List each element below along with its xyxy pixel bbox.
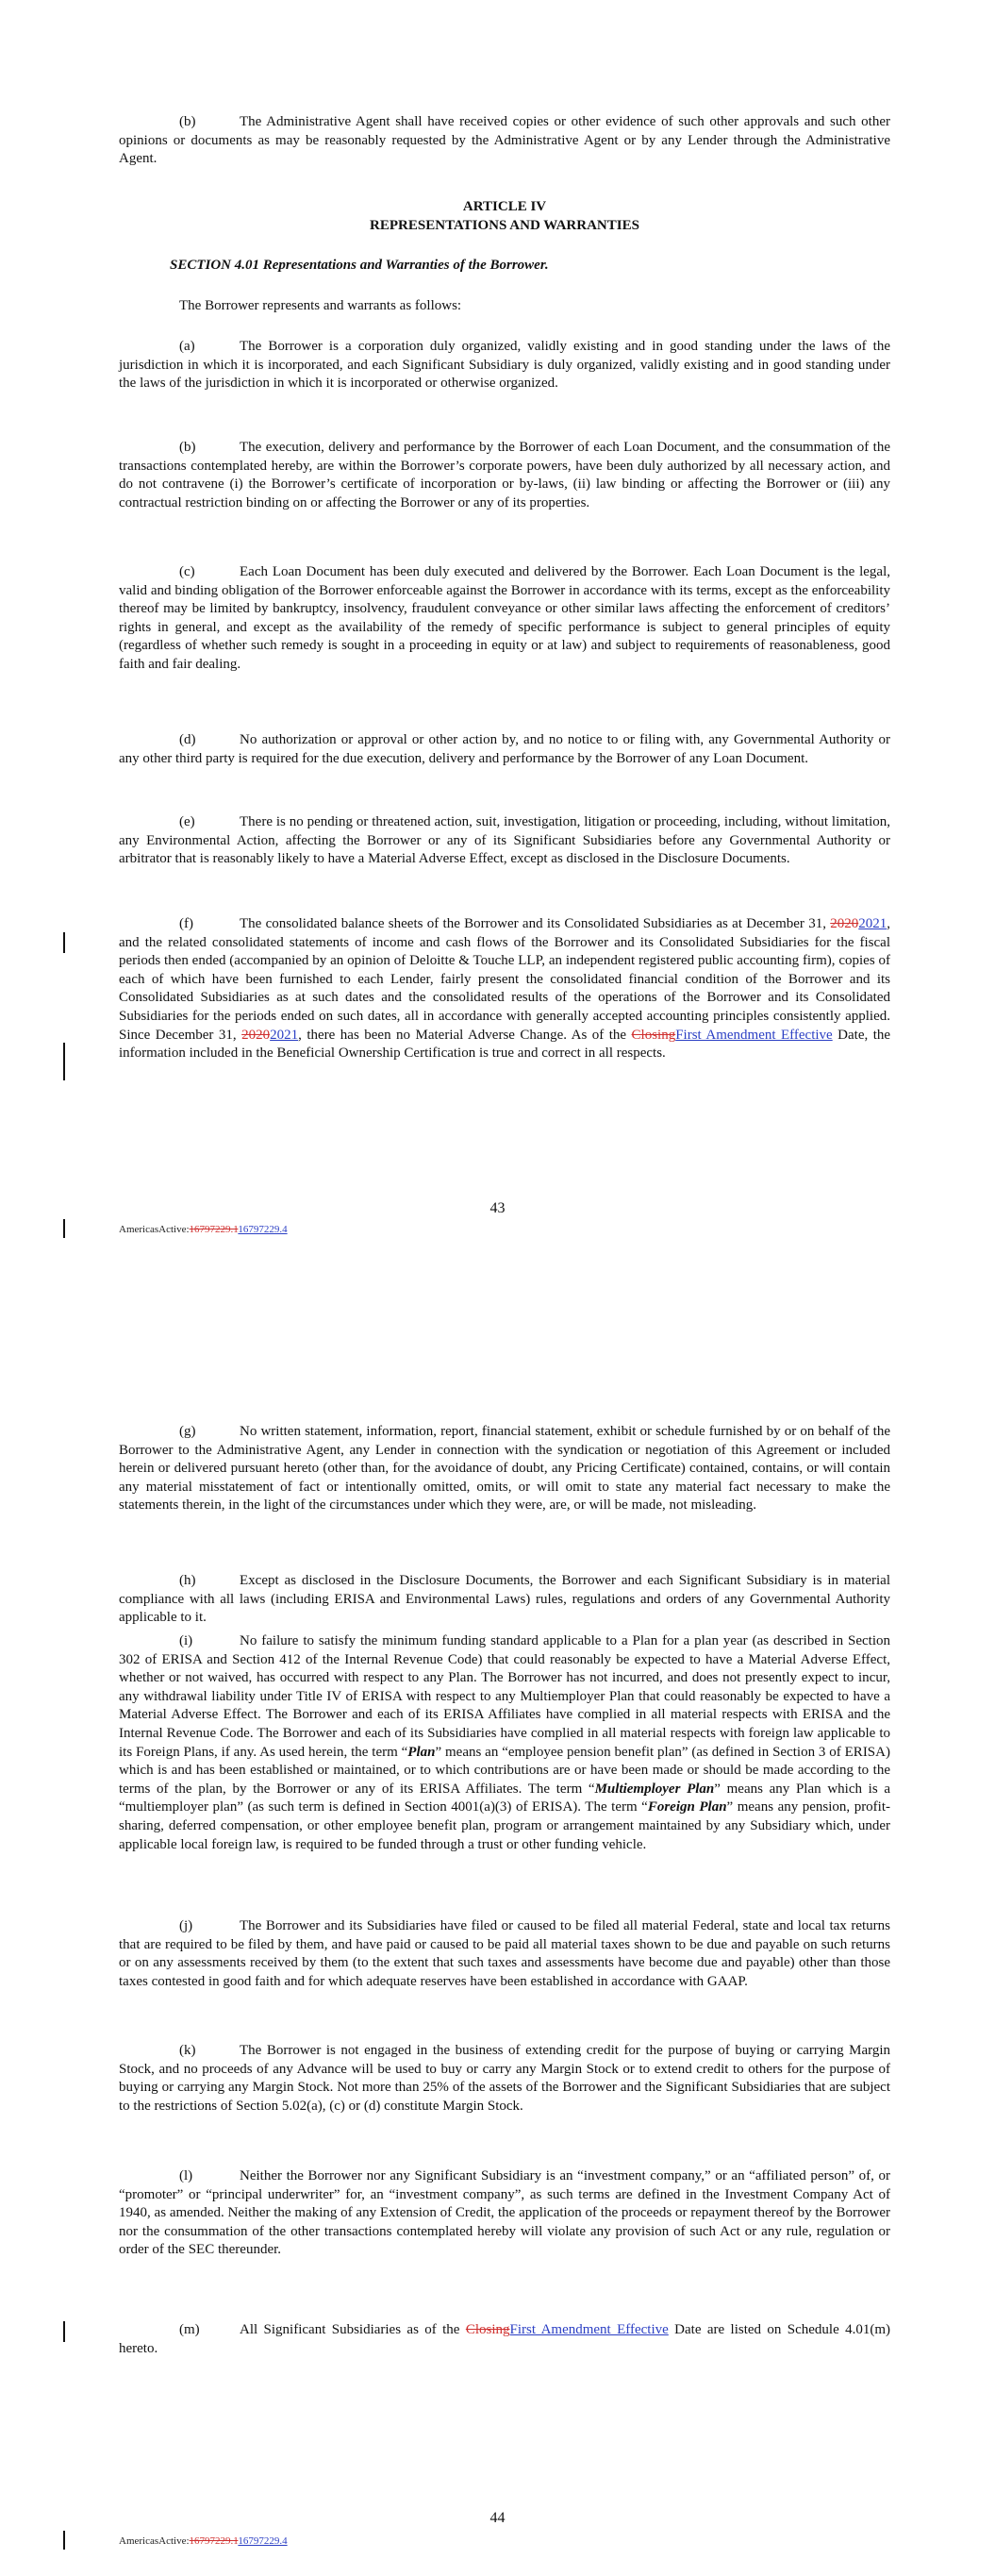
deleted-text: Closing [465, 2322, 510, 2337]
clause-text: No authorization or approval or other action by, and no notice to or filing with, any Governmental Authority or any other third party is required for the due execution, delivery and performance by the Borrower of any Loan Document. [119, 732, 890, 766]
clause-text: The execution, delivery and performance by the Borrower of each Loan Document, and the consummation of the transactions contemplated hereby, are within the Borrower’s corporate powers, have been duly authorized by all necessary action, and do not contravene (i) the Borrower’s certificate of incorporation or by-laws, (ii) law binding or affecting the Borrower or (iii) any contractual restriction binding on or affecting the Borrower or any of its properties. [119, 440, 890, 510]
clause-label: (b) [179, 440, 196, 455]
clause-text: The consolidated balance sheets of the Borrower and its Consolidated Subsidiaries as at December 31, [240, 916, 831, 931]
intro-text: The Borrower represents and warrants as follows: [179, 298, 462, 313]
deleted-text: 16797229.1 [189, 2535, 239, 2547]
defined-term: Multiemployer Plan [594, 1781, 715, 1797]
change-bar [63, 1043, 65, 1080]
clause-text: No written statement, information, report, financial statement, exhibit or schedule furnished by or on behalf of the Borrower to the Administrative Agent, any Lender in connection with the syndication or negotiation of this Agreement or included herein or delivered pursuant hereto (other than, for the avoidance of doubt, any Pricing Certificate) contained, contains, or will contain any material misstatement of fact or intentionally omitted, omits, or will omit to state any material fact necessary to make the statements therein, in the light of the circumstances under which they were, are, or will be made, not misleading. [119, 1424, 890, 1514]
clause-l [119, 2167, 890, 2260]
clause-j [119, 1917, 890, 1991]
clause-d [119, 731, 890, 768]
clause-label: (a) [179, 339, 195, 354]
clause-m [119, 2321, 890, 2358]
clause-text: Date are listed on Schedule 4.01(m) hereto. [119, 2322, 891, 2356]
clause-k [119, 2042, 890, 2116]
deleted-text: 2020 [830, 916, 859, 931]
clause-a [119, 338, 890, 393]
clause-text: , there has been no Material Adverse Change. As of the [298, 1027, 632, 1043]
inserted-text: First Amendment Effective [675, 1027, 833, 1043]
clause-text: Date, the information included in the Beneficial Ownership Certification is true and correct in all respects. [119, 1027, 891, 1062]
document-page-43 [0, 0, 995, 1283]
inserted-text: 16797229.4 [238, 2535, 288, 2547]
clause-f [119, 915, 890, 1063]
clause-b-approvals [119, 113, 890, 169]
deleted-text: 2020 [241, 1027, 271, 1043]
clause-text: No failure to satisfy the minimum funding standard applicable to a Plan for a plan year (as described in Section 302 of ERISA and Section 412 of the Internal Revenue Code) that could reasonably be expected to have a Material Adverse Effect, whether or not waived, has occurred with respect to any Plan. The Borrower has not incurred, and does not presently expect to incur, any withdrawal liability under Title IV of ERISA with respect to any Multiemployer Plan that could reasonably be expected to have a Material Adverse Effect. The Borrower and each of its ERISA Affiliates have complied in all material respects with ERISA and the Internal Revenue Code. The Borrower and each of its Subsidiaries have complied in all material respects with foreign law applicable to its Foreign Plans, if any. As used herein, the term “ [119, 1633, 890, 1760]
article-subtitle: REPRESENTATIONS AND WARRANTIES [370, 218, 639, 233]
clause-text: ” means any pension, profit-sharing, deferred compensation, or other employee benefit plan, program or arrangement maintained by any Subsidiary which, under applicable local foreign law, is required to be funded through a trust or other funding vehicle. [119, 1799, 891, 1852]
clause-text: All Significant Subsidiaries as of the [240, 2322, 466, 2337]
clause-label: (g) [179, 1424, 196, 1439]
clause-label: (m) [179, 2322, 200, 2337]
clause-label: (e) [179, 814, 195, 829]
clause-label: (c) [179, 564, 195, 579]
page-separator [0, 1283, 995, 1378]
clause-label: (d) [179, 732, 196, 747]
clause-label: (i) [179, 1633, 193, 1648]
page-number: 44 [489, 2510, 506, 2526]
clause-c [119, 563, 890, 675]
inserted-text: 2021 [270, 1027, 299, 1043]
section-heading: SECTION 4.01 Representations and Warranties of the Borrower. [170, 258, 549, 273]
clause-text: Each Loan Document has been duly executed and delivered by the Borrower. Each Loan Document is the legal, valid and binding obligation of the Borrower enforceable against the Borrower in accordance with its terms, except as the enforceability thereof may be limited by bankruptcy, insolvency, fraudulent conveyance or other similar laws affecting the enforcement of creditors’ rights in general, and except as the availability of the remedy of specific performance is subject to general principles of equity (regardless of whether such remedy is sought in a proceeding in equity or at law) and subject to requirements of reasonableness, good faith and fair dealing. [119, 564, 890, 672]
clause-label: (j) [179, 1918, 193, 1933]
inserted-text: First Amendment Effective [509, 2322, 669, 2337]
document-page-44 [0, 1378, 995, 2576]
clause-label: (k) [179, 2043, 196, 2058]
clause-i [119, 1632, 890, 1854]
defined-term: Plan [407, 1744, 436, 1760]
clause-text: , and the related consolidated statements of income and cash flows of the Borrower and its Consolidated Subsidiaries for the fiscal periods then ended (accompanied by an opinion of Deloitte & Touche LLP, an independent registered public accounting firm), copies of each of which have been furnished to each Lender, fairly present the consolidated financial condition of the Borrower and its Consolidated Subsidiaries as at such dates and the consolidated results of the operations of the Borrower and its Consolidated Subsidiaries for the periods ended on such dates, all in accordance with generally accepted accounting principles consistently applied. Since December 31, [119, 916, 890, 1043]
footer-prefix: AmericasActive: [119, 1224, 190, 1235]
clause-text: Except as disclosed in the Disclosure Documents, the Borrower and each Significant Subsidiary is in material compliance with all laws (including ERISA and Environmental Laws) rules, regulations and orders of any Governmental Authority applicable to it. [119, 1573, 890, 1626]
page-number: 43 [489, 1200, 506, 1216]
change-bar [63, 2321, 65, 2342]
clause-text: Neither the Borrower nor any Significant Subsidiary is an “investment company,” or an “affiliated person” of, or “promoter” or “principal underwriter” for, an “investment company”, as such terms are defined in the Investment Company Act of 1940, as amended. Neither the making of any Extension of Credit, the application of the proceeds or repayment thereof by the Borrower nor the consummation of the other transactions contemplated hereby will violate any provision of such Act or any rule, regulation or order of the SEC thereunder. [119, 2168, 890, 2258]
clause-label: (f) [179, 916, 193, 931]
document-footer [119, 2535, 288, 2547]
inserted-text: 2021 [858, 916, 887, 931]
clause-text: The Borrower is not engaged in the business of extending credit for the purpose of buying or carrying Margin Stock, and no proceeds of any Advance will be used to buy or carry any Margin Stock or to extend credit to others for the purpose of buying or carrying any Margin Stock. Not more than 25% of the assets of the Borrower and the Significant Subsidiaries that are subject to the restrictions of Section 5.02(a), (c) or (d) constitute Margin Stock. [119, 2043, 890, 2114]
clause-g [119, 1423, 890, 1515]
clause-text: There is no pending or threatened action, suit, investigation, litigation or proceeding, including, without limitation, any Environmental Action, affecting the Borrower or any of its Significant Subsidiaries before any Governmental Authority or arbitrator that is reasonably likely to have a Material Adverse Effect, except as disclosed in the Disclosure Documents. [119, 814, 890, 867]
change-bar [63, 932, 65, 953]
clause-text: The Administrative Agent shall have received copies or other evidence of such other approvals and such other opinions or documents as may be reasonably requested by the Administrative Agent or by any Lender through the Administrative Agent. [119, 114, 890, 167]
change-bar [63, 1219, 65, 1238]
clause-b [119, 439, 890, 512]
clause-text: The Borrower and its Subsidiaries have filed or caused to be filed all material Federal, state and local tax returns that are required to be filed by them, and have paid or caused to be paid all material taxes shown to be due and payable on such returns or on any assessments received by them (to the extent that such taxes and assessments have become due and payable) other than those taxes contested in good faith and for which adequate reserves have been established in accordance with GAAP. [119, 1918, 890, 1989]
clause-h [119, 1572, 890, 1628]
clause-text: ” means any Plan which is a “multiemployer plan” (as such term is defined in Section 4001(a)(3) of ERISA). The term “ [119, 1781, 890, 1815]
clause-text: ” means an “employee pension benefit plan” (as defined in Section 3 of ERISA) which is and has been established or maintained, or to which contributions are or have been made or should be made according to the terms of the plan, by the Borrower or any of its ERISA Affiliates. The term “ [119, 1744, 890, 1797]
clause-text: The Borrower is a corporation duly organized, validly existing and in good standing under the laws of the jurisdiction in which it is incorporated, and each Significant Subsidiary is duly organized, validly existing and in good standing under the laws of the jurisdiction in which it is incorporated or otherwise organized. [119, 339, 890, 392]
footer-prefix: AmericasActive: [119, 2535, 190, 2547]
clause-label: (l) [179, 2168, 193, 2183]
document-footer [119, 1224, 288, 1235]
clause-e [119, 813, 890, 869]
deleted-text: Closing [631, 1027, 676, 1043]
inserted-text: 16797229.4 [238, 1224, 288, 1235]
defined-term: Foreign Plan [647, 1799, 727, 1815]
change-bar [63, 2531, 65, 2550]
deleted-text: 16797229.1 [189, 1224, 239, 1235]
article-title: ARTICLE IV [462, 199, 547, 214]
clause-label: (b) [179, 114, 196, 129]
clause-label: (h) [179, 1573, 196, 1588]
